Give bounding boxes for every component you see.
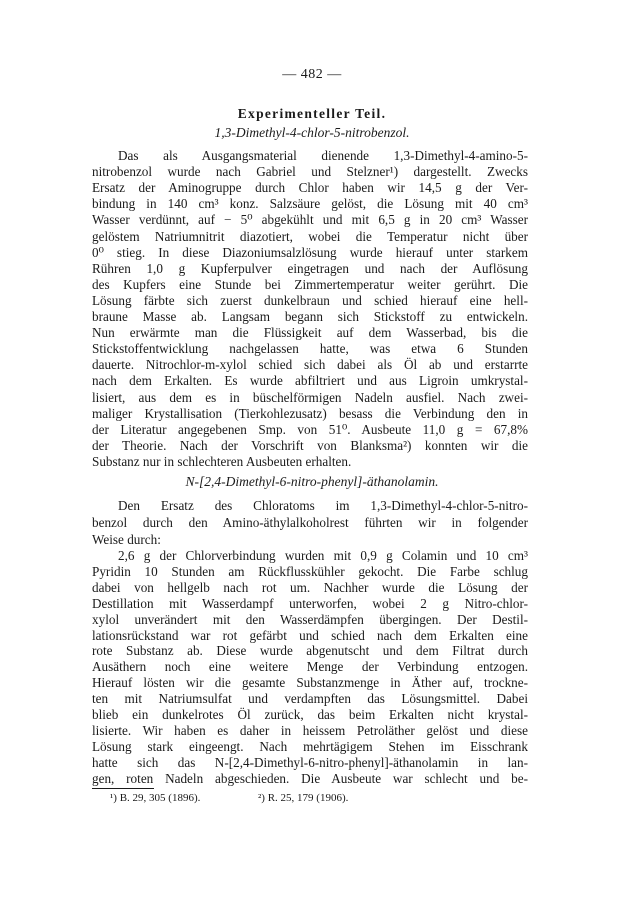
text-line: Substanz nur in schlechteren Ausbeuten erhalten. [92,453,352,469]
footnote-rule [92,788,154,789]
text-line: bindung in 140 cm³ konz. Salzsäure gelöst, die Lösung mit 40 cm³ [92,196,528,212]
text-line: xylol unverändert mit den Wasserdämpfen übergingen. Der Destil- [92,611,528,627]
text-line: 2,6 g der Chlorverbindung wurden mit 0,9 g Colamin und 10 cm³ [118,548,528,563]
text-line: Ersatz der Aminogruppe durch Chlor haben wir 14,5 g der Ver- [92,180,528,196]
footnote-2: ²) R. 25, 179 (1906). [258,792,349,804]
compound-heading-2: N-[2,4-Dimethyl-6-nitro-phenyl]-äthanolamin. [185,474,439,489]
text-line: dauerte. Nitrochlor-m-xylol schied sich dabei als Öl ab und erstarrte [92,357,528,373]
text-line: lisierte. Wir haben es daher in heissem Petroläther gelöst und diese [92,722,528,738]
text-line: blieb ein dunkelrotes Öl zurück, das beim Erkalten nicht krystal- [92,707,528,722]
text-line: dabei von hellgelb nach rot um. Nachher wurde die Lösung der [92,579,528,595]
page-number: — 482 — [282,67,342,82]
text-line: der Literatur angegebenen Smp. von 51⁰. Ausbeute 11,0 g = 67,8% [92,421,528,437]
text-line: nach dem Erkalten. Es wurde abfiltriert und aus Ligroin umkrystal- [92,373,528,389]
text-line: lisiert, aus dem es in büschelförmigen Nadeln ausfiel. Nach zwei- [92,389,528,405]
text-line: Wasser verdünnt, auf − 5⁰ abgekühlt und mit 6,5 g in 20 cm³ Wasser [92,212,528,228]
compound-heading-1: 1,3-Dimethyl-4-chlor-5-nitrobenzol. [214,125,410,140]
text-line: Stickstoffentwicklung nachgelassen hatte, was etwa 6 Stunden [92,341,528,357]
text-line: der Theorie. Nach der Vorschrift von Blanksma²) konnten wir die [92,437,528,453]
text-line: Weise durch: [92,531,161,547]
text-line: hatte sich das N-[2,4-Dimethyl-6-nitro-phenyl]-äthanolamin in lan- [92,754,528,770]
text-line: Das als Ausgangsmaterial dienende 1,3-Dimethyl-4-amino-5- [118,148,528,163]
text-line: gelöstem Natriumnitrit diazotiert, wobei die Temperatur nicht über [92,228,528,244]
text-line: Pyridin 10 Stunden am Rückflusskühler gekocht. Die Farbe schlug [92,563,528,579]
text-line: nitrobenzol wurde nach Gabriel und Stelzner¹) dargestellt. Zwecks [92,164,528,180]
text-line: Ausäthern noch eine weitere Menge der Verbindung entzogen. [92,659,528,675]
text-line: 0⁰ stieg. In diese Diazoniumsalzlösung wurde hierauf unter starkem [92,244,528,260]
text-line: gen, roten Nadeln abgeschieden. Die Ausbeute war schlecht und be- [92,770,528,786]
text-line: Destillation mit Wasserdampf unterworfen, wobei 2 g Nitro-chlor- [92,595,528,611]
text-line: Den Ersatz des Chloratoms im 1,3-Dimethyl-4-chlor-5-nitro- [118,498,528,513]
text-line: rote Substanz ab. Diese wurde abgenutscht und dem Filtrat durch [92,643,528,659]
text-line: maliger Krystallisation (Tierkohlezusatz) besass die Verbindung den in [92,405,528,421]
footnote-1: ¹) B. 29, 305 (1896). [110,792,201,804]
text-line: Nun erwärmte man die Flüssigkeit auf dem Wasserbad, bis die [92,325,528,341]
section-title: Experimenteller Teil. [237,106,387,121]
text-line: braune Masse ab. Langsam begann sich Stickstoff zu entwickeln. [92,309,528,324]
text-line: Rühren 1,0 g Kupferpulver eingetragen und nach der Auflösung [92,260,528,276]
text-line: des Kupfers eine Stunde bei Zimmertemperatur weiter gerührt. Die [92,276,528,292]
text-line: ten mit Natriumsulfat und verdampften das Lösungsmittel. Dabei [92,691,528,707]
text-line: Lösung stark eingeengt. Nach mehrtägigem Stehen im Eisschrank [92,738,528,754]
text-line: Lösung färbte sich zuerst dunkelbraun und schied hierauf eine hell- [92,292,528,308]
text-line: lationsrückstand war rot gefärbt und schied nach dem Erkalten eine [92,627,528,643]
text-line: Hierauf lösten wir die gesamte Substanzmenge in Äther auf, trockne- [92,675,528,691]
text-line: benzol durch den Amino-äthylalkoholrest führten wir in folgender [92,514,528,530]
